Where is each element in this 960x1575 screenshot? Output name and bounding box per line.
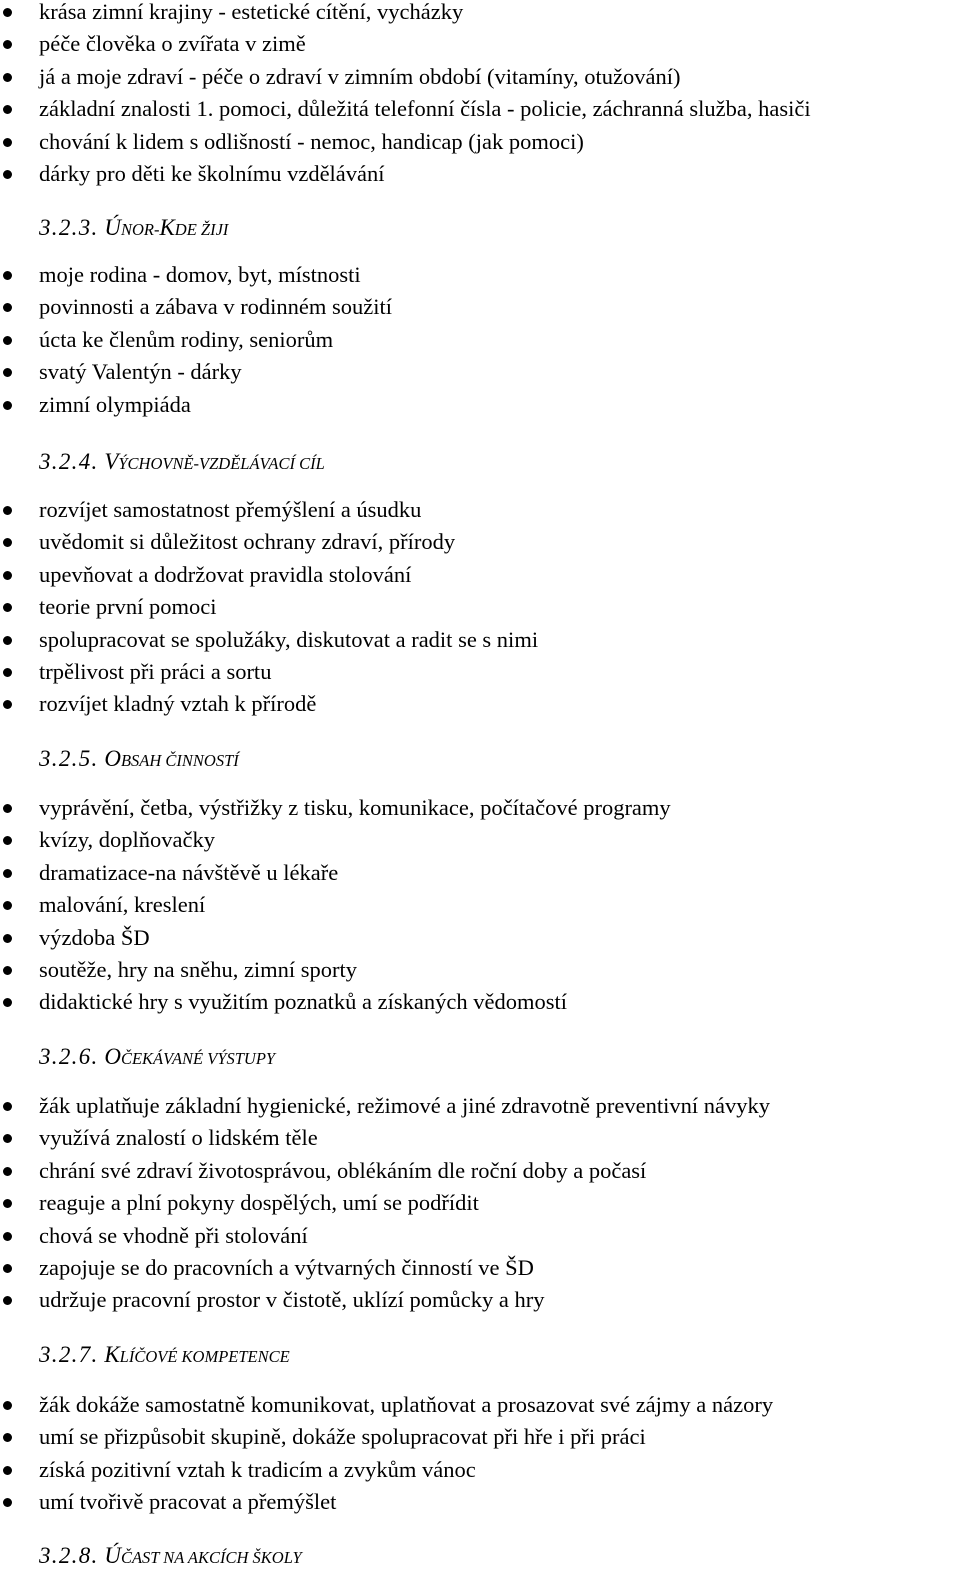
bullet-icon	[3, 368, 12, 377]
list-item: rozvíjet samostatnost přemýšlení a úsudku	[0, 494, 538, 526]
section-heading: 3.2.8. ÚČAST NA AKCÍCH ŠKOLY	[39, 1543, 302, 1568]
list-item: získá pozitivní vztah k tradicím a zvykům vánoc	[0, 1454, 773, 1486]
list-item: chování k lidem s odlišností - nemoc, handicap (jak pomoci)	[0, 126, 811, 158]
bullet-icon	[3, 336, 12, 345]
list-item: reaguje a plní pokyny dospělých, umí se podřídit	[0, 1187, 770, 1219]
bullet-icon	[3, 571, 12, 580]
bullet-icon	[3, 1264, 12, 1273]
bullet-icon	[3, 303, 12, 312]
list-item: krása zimní krajiny - estetické cítění, vycházky	[0, 0, 811, 28]
list-item: spolupracovat se spolužáky, diskutovat a radit se s nimi	[0, 624, 538, 656]
section-heading: 3.2.5. OBSAH ČINNOSTÍ	[39, 746, 239, 771]
list-item: teorie první pomoci	[0, 591, 538, 623]
bullet-icon	[3, 1433, 12, 1442]
bullet-icon	[3, 1167, 12, 1176]
bullet-icon	[3, 538, 12, 547]
bullet-icon	[3, 271, 12, 280]
list-item: vyprávění, četba, výstřižky z tisku, komunikace, počítačové programy	[0, 792, 671, 824]
bullet-icon	[3, 901, 12, 910]
bullet-icon	[3, 1498, 12, 1507]
bullet-icon	[3, 1296, 12, 1305]
list-item: svatý Valentýn - dárky	[0, 356, 392, 388]
list-item: chrání své zdraví životosprávou, oblékáním dle roční doby a počasí	[0, 1155, 770, 1187]
list-item: rozvíjet kladný vztah k přírodě	[0, 688, 538, 720]
bullet-icon	[3, 105, 12, 114]
list-item: upevňovat a dodržovat pravidla stolování	[0, 559, 538, 591]
bullet-icon	[3, 40, 12, 49]
list-item: soutěže, hry na sněhu, zimní sporty	[0, 954, 671, 986]
section-list	[0, 259, 392, 421]
bullet-icon	[3, 1134, 12, 1143]
list-item: žák dokáže samostatně komunikovat, uplatňovat a prosazovat své zájmy a názory	[0, 1389, 773, 1421]
bullet-icon	[3, 934, 12, 943]
section-list	[0, 1090, 770, 1317]
list-item: výzdoba ŠD	[0, 922, 671, 954]
bullet-icon	[3, 138, 12, 147]
section-heading: 3.2.6. OČEKÁVANÉ VÝSTUPY	[39, 1044, 276, 1069]
list-item: využívá znalostí o lidském těle	[0, 1122, 770, 1154]
section-heading: 3.2.7. KLÍČOVÉ KOMPETENCE	[39, 1342, 290, 1367]
section-list	[0, 1389, 773, 1519]
list-item: já a moje zdraví - péče o zdraví v zimním období (vitamíny, otužování)	[0, 61, 811, 93]
list-item: povinnosti a zábava v rodinném soužití	[0, 291, 392, 323]
list-item: udržuje pracovní prostor v čistotě, uklízí pomůcky a hry	[0, 1284, 770, 1316]
bullet-icon	[3, 1199, 12, 1208]
list-item: malování, kreslení	[0, 889, 671, 921]
bullet-icon	[3, 1401, 12, 1410]
bullet-icon	[3, 73, 12, 82]
intro-list	[0, 0, 811, 190]
section-list	[0, 494, 538, 721]
bullet-icon	[3, 668, 12, 677]
bullet-icon	[3, 869, 12, 878]
bullet-icon	[3, 1466, 12, 1475]
bullet-icon	[3, 603, 12, 612]
list-item: dárky pro děti ke školnímu vzdělávání	[0, 158, 811, 190]
section-list	[0, 792, 671, 1019]
list-item: kvízy, doplňovačky	[0, 824, 671, 856]
section-heading: 3.2.3. ÚNOR-KDE ŽIJI	[39, 215, 229, 240]
bullet-icon	[3, 8, 12, 17]
list-item: žák uplatňuje základní hygienické, režimové a jiné zdravotně preventivní návyky	[0, 1090, 770, 1122]
bullet-icon	[3, 966, 12, 975]
bullet-icon	[3, 998, 12, 1007]
list-item: uvědomit si důležitost ochrany zdraví, přírody	[0, 526, 538, 558]
list-item: zimní olympiáda	[0, 389, 392, 421]
bullet-icon	[3, 170, 12, 179]
bullet-icon	[3, 804, 12, 813]
list-item: základní znalosti 1. pomoci, důležitá telefonní čísla - policie, záchranná služba, hasiči	[0, 93, 811, 125]
bullet-icon	[3, 1102, 12, 1111]
list-item: zapojuje se do pracovních a výtvarných činností ve ŠD	[0, 1252, 770, 1284]
list-item: chová se vhodně při stolování	[0, 1220, 770, 1252]
bullet-icon	[3, 836, 12, 845]
list-item: úcta ke členům rodiny, seniorům	[0, 324, 392, 356]
bullet-icon	[3, 401, 12, 410]
list-item: didaktické hry s využitím poznatků a získaných vědomostí	[0, 986, 671, 1018]
list-item: dramatizace-na návštěvě u lékaře	[0, 857, 671, 889]
list-item: moje rodina - domov, byt, místnosti	[0, 259, 392, 291]
section-heading: 3.2.4. VÝCHOVNĚ-VZDĚLÁVACÍ CÍL	[39, 449, 325, 474]
bullet-icon	[3, 1232, 12, 1241]
list-item: umí se přizpůsobit skupině, dokáže spolupracovat při hře i při práci	[0, 1421, 773, 1453]
bullet-icon	[3, 700, 12, 709]
bullet-icon	[3, 636, 12, 645]
list-item: trpělivost při práci a sortu	[0, 656, 538, 688]
bullet-icon	[3, 506, 12, 515]
list-item: umí tvořivě pracovat a přemýšlet	[0, 1486, 773, 1518]
list-item: péče člověka o zvířata v zimě	[0, 28, 811, 60]
